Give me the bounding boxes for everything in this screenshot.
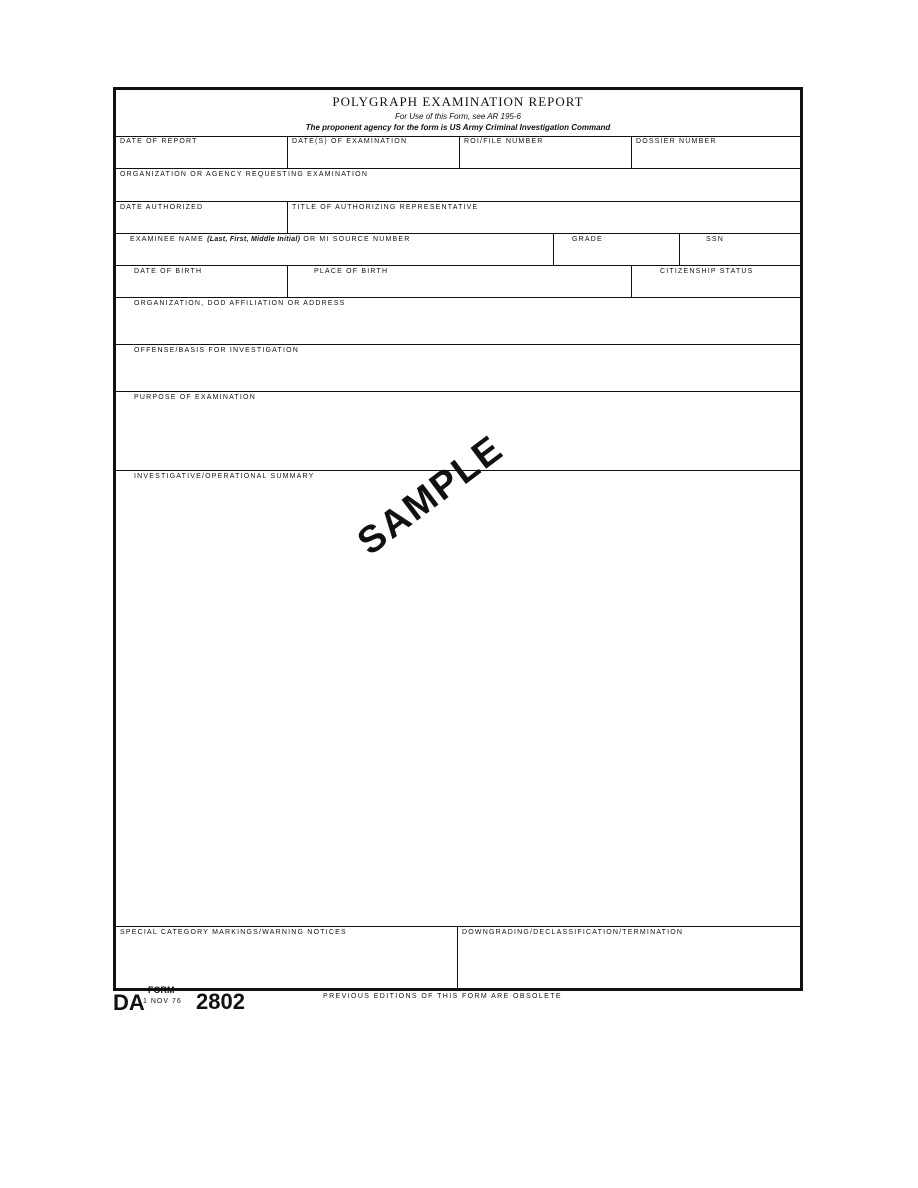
org-requesting-label: ORGANIZATION OR AGENCY REQUESTING EXAMINATION bbox=[120, 171, 369, 178]
place-of-birth-label: PLACE OF BIRTH bbox=[314, 268, 389, 275]
examinee-name-label: EXAMINEE NAME (Last, First, Middle Initial) OR MI SOURCE NUMBER bbox=[130, 236, 411, 243]
form-proponent: The proponent agency for the form is US Army Criminal Investigation Command bbox=[305, 123, 611, 132]
citizenship-field[interactable] bbox=[631, 266, 800, 297]
citizenship-label: CITIZENSHIP STATUS bbox=[660, 268, 754, 275]
row-authorization bbox=[116, 202, 800, 234]
title-authorizing-label: TITLE OF AUTHORIZING REPRESENTATIVE bbox=[292, 204, 479, 211]
dates-of-examination-field[interactable] bbox=[287, 136, 459, 168]
org-dod-field[interactable] bbox=[116, 298, 800, 345]
footer-form-date: 1 NOV 76 bbox=[143, 998, 182, 1005]
dossier-number-field[interactable] bbox=[631, 136, 800, 168]
row-birth bbox=[116, 266, 800, 298]
date-authorized-field[interactable] bbox=[116, 202, 287, 233]
footer-form-label: FORM bbox=[148, 985, 175, 995]
ssn-field[interactable] bbox=[679, 234, 800, 265]
special-markings-field[interactable] bbox=[116, 927, 457, 988]
roi-number-field[interactable] bbox=[459, 136, 631, 168]
offense-label: OFFENSE/BASIS FOR INVESTIGATION bbox=[134, 347, 300, 354]
row-report-dates bbox=[116, 136, 800, 169]
footer-previous-editions: PREVIOUS EDITIONS OF THIS FORM ARE OBSOLETE bbox=[323, 993, 562, 1000]
sample-watermark: SAMPLE bbox=[350, 427, 512, 564]
footer-form-number: 2802 bbox=[196, 989, 245, 1014]
grade-label: GRADE bbox=[572, 236, 603, 243]
row-markings bbox=[116, 927, 800, 988]
row-examinee bbox=[116, 234, 800, 266]
special-markings-label: SPECIAL CATEGORY MARKINGS/WARNING NOTICES bbox=[120, 929, 347, 936]
examinee-name-field[interactable] bbox=[116, 234, 553, 265]
dates-of-examination-label: DATE(S) OF EXAMINATION bbox=[292, 138, 408, 145]
date-authorized-label: DATE AUTHORIZED bbox=[120, 204, 204, 211]
footer-da: DA bbox=[113, 990, 145, 1015]
roi-number-label: ROI/FILE NUMBER bbox=[464, 138, 544, 145]
date-of-report-label: DATE OF REPORT bbox=[120, 138, 198, 145]
purpose-label: PURPOSE OF EXAMINATION bbox=[134, 394, 256, 401]
polygraph-form bbox=[113, 87, 803, 991]
grade-field[interactable] bbox=[553, 234, 679, 265]
date-of-birth-label: DATE OF BIRTH bbox=[134, 268, 203, 275]
downgrading-field[interactable] bbox=[457, 927, 800, 988]
ssn-label: SSN bbox=[706, 236, 724, 243]
date-of-birth-field[interactable] bbox=[116, 266, 287, 297]
offense-field[interactable] bbox=[116, 345, 800, 392]
title-authorizing-field[interactable] bbox=[287, 202, 800, 233]
org-requesting-field[interactable] bbox=[116, 169, 800, 202]
place-of-birth-field[interactable] bbox=[287, 266, 631, 297]
downgrading-label: DOWNGRADING/DECLASSIFICATION/TERMINATION bbox=[462, 929, 684, 936]
summary-label: INVESTIGATIVE/OPERATIONAL SUMMARY bbox=[134, 473, 315, 480]
org-dod-label: ORGANIZATION, DOD AFFILIATION OR ADDRESS bbox=[134, 300, 346, 307]
date-of-report-field[interactable] bbox=[116, 136, 287, 168]
dossier-number-label: DOSSIER NUMBER bbox=[636, 138, 717, 145]
form-use-line: For Use of this Form, see AR 195-6 bbox=[395, 112, 521, 121]
summary-field[interactable] bbox=[116, 471, 800, 927]
form-title: POLYGRAPH EXAMINATION REPORT bbox=[332, 94, 584, 109]
form-header bbox=[116, 90, 800, 137]
